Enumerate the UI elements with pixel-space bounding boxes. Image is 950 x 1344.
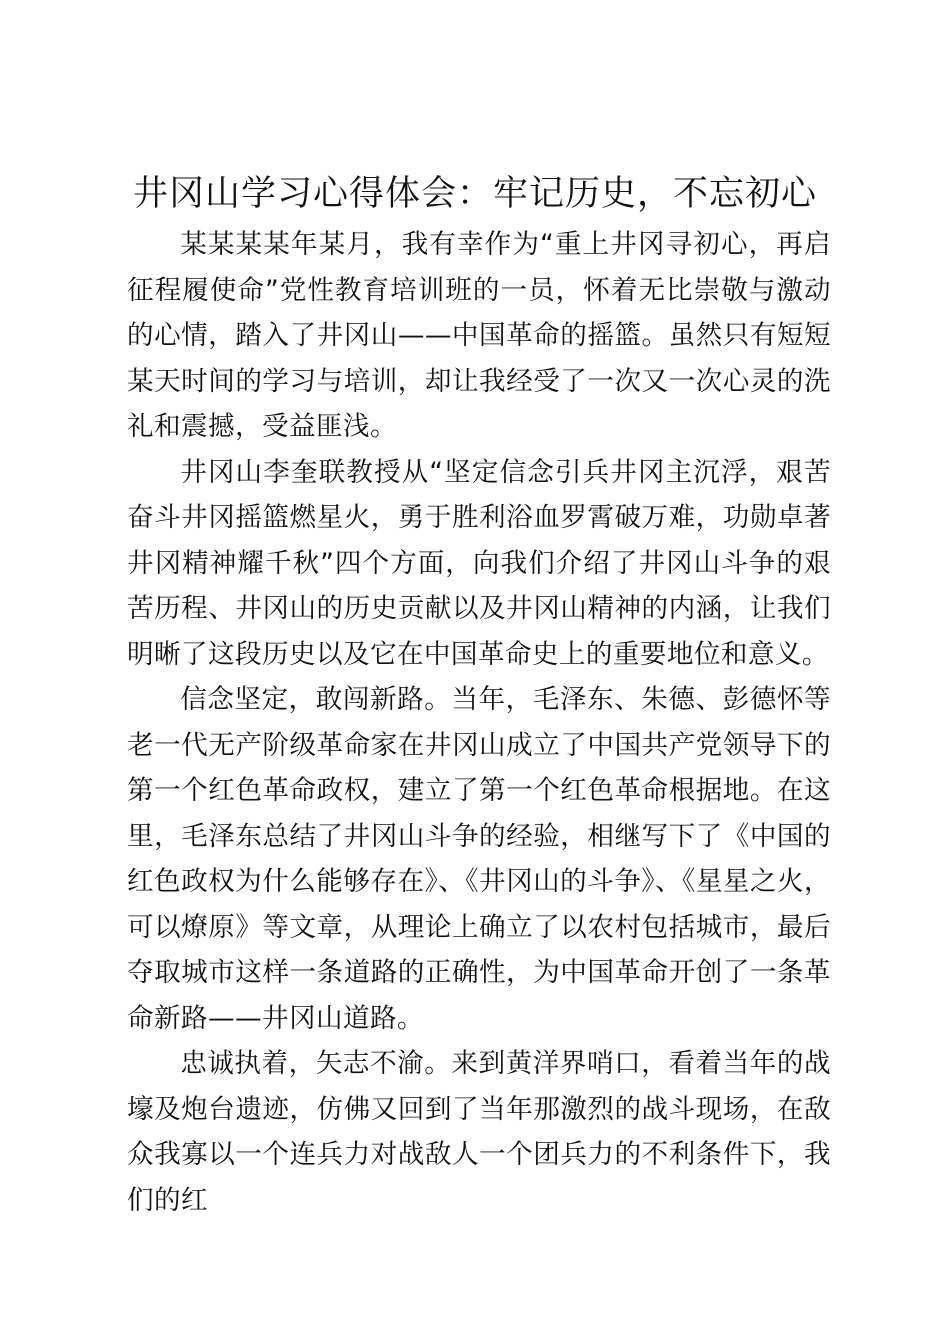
document-title: 井冈山学习心得体会：牢记历史，不忘初心 (132, 174, 817, 214)
document-body (127, 222, 831, 1223)
paragraph-2: 井冈山李奎联教授从“坚定信念引兵井冈主沉浮，艰苦奋斗井冈摇篮燃星火，勇于胜利浴血罗霄破万难，功勋卓著井冈精神耀千秋”四个方面，向我们介绍了井冈山斗争的艰苦历程、井冈山的历史贡献以及井冈山精神的内涵，让我们明晰了这段历史以及它在中国革命史上的重要地位和意义。 (127, 456, 831, 670)
paragraph-1: 某某某某年某月，我有幸作为“重上井冈寻初心，再启征程履使命”党性教育培训班的一员，怀着无比崇敬与激动的心情，踏入了井冈山——中国革命的摇篮。虽然只有短短某天时间的学习与培训，却让我经受了一次又一次心灵的洗礼和震撼，受益匪浅。 (127, 229, 831, 442)
paragraph-3: 信念坚定，敢闯新路。当年，毛泽东、朱德、彭德怀等老一代无产阶级革命家在井冈山成立了中国共产党领导下的第一个红色革命政权，建立了第一个红色革命根据地。在这里，毛泽东总结了井冈山斗争的经验，相继写下了《中国的红色政权为什么能够存在》、《井冈山的斗争》、《星星之火，可以燎原》等文章，从理论上确立了以农村包括城市，最后夺取城市这样一条道路的正确性，为中国革命开创了一条革命新路——井冈山道路。 (127, 684, 831, 1034)
paragraph-4: 忠诚执着，矢志不渝。来到黄洋界哨口，看着当年的战壕及炮台遗迹，仿佛又回到了当年那激烈的战斗现场，在敌众我寡以一个连兵力对战敌人一个团兵力的不利条件下，我们的红 (127, 1048, 831, 1216)
